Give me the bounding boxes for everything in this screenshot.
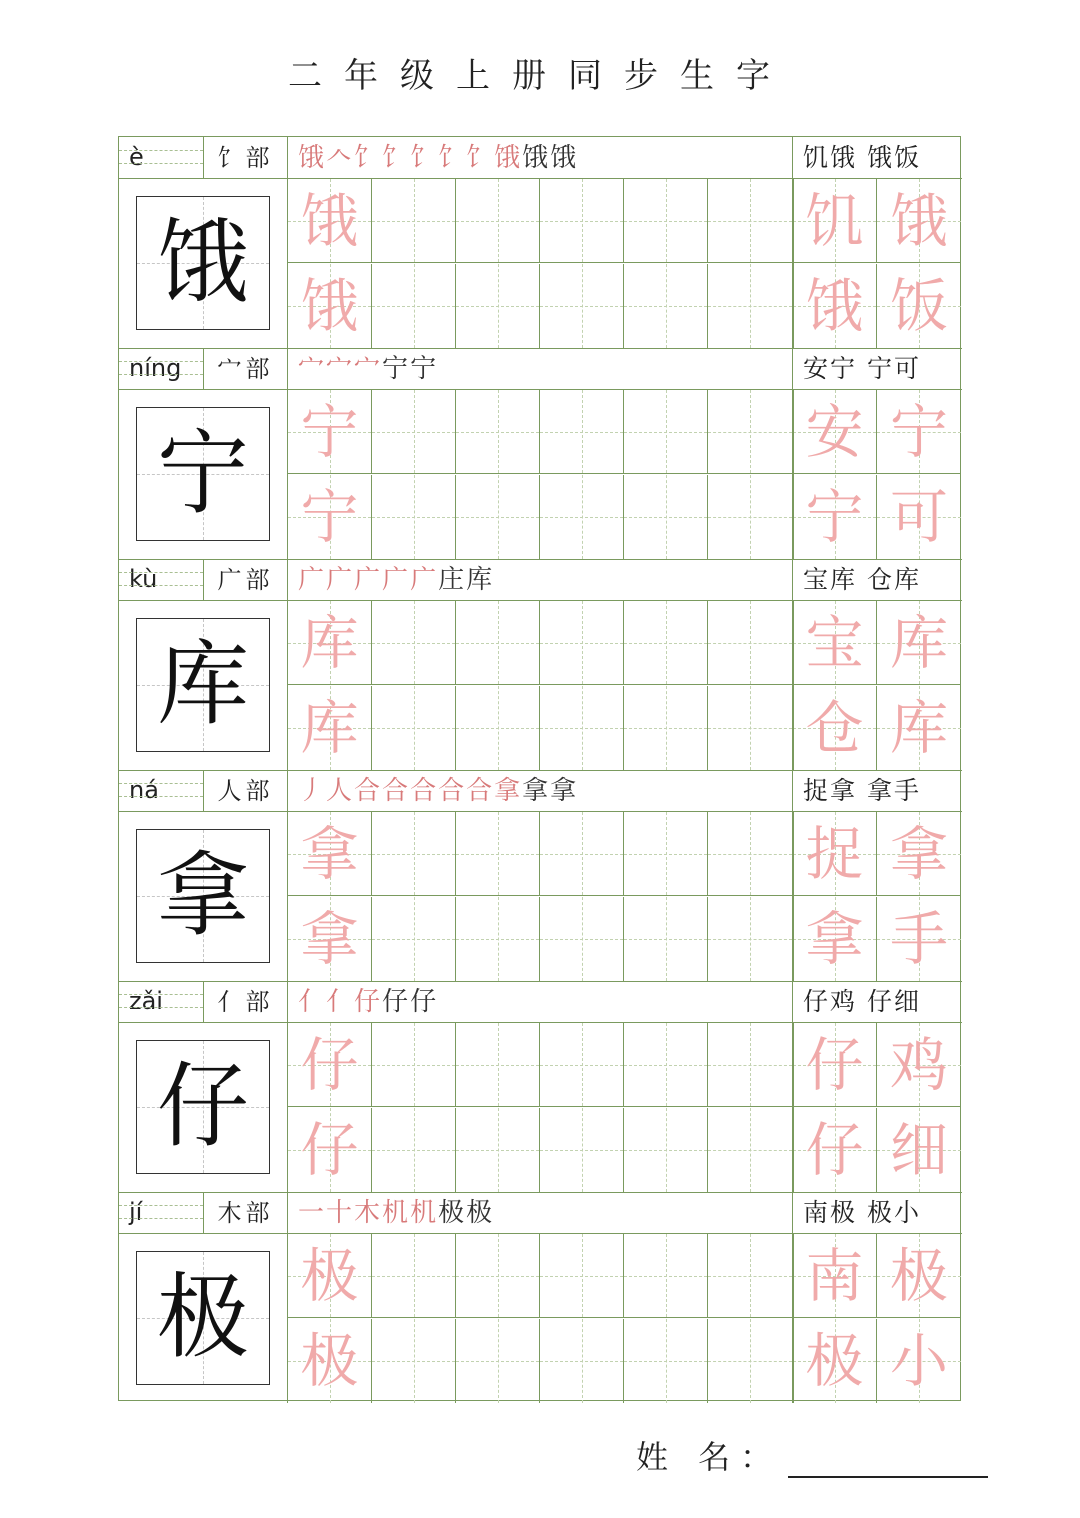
model-character: 极 xyxy=(156,1264,249,1371)
trace-character: 极 xyxy=(805,1326,864,1395)
stroke-step: 丿 xyxy=(298,776,327,806)
trace-character: 仔 xyxy=(805,1031,864,1099)
practice-cell[interactable] xyxy=(288,686,372,770)
practice-cell[interactable] xyxy=(708,1108,793,1192)
stroke-step: 十 xyxy=(326,1198,355,1228)
trace-character: 饿 xyxy=(300,271,359,340)
stroke-step: 广 xyxy=(354,565,383,595)
practice-cell[interactable] xyxy=(540,897,624,981)
word-cell[interactable] xyxy=(877,601,961,685)
character-header xyxy=(119,559,962,601)
example-words: 饥饿 饿饭 xyxy=(803,143,921,172)
practice-cell[interactable] xyxy=(288,1023,372,1107)
model-character: 库 xyxy=(156,631,249,738)
model-character-box xyxy=(119,1023,288,1192)
word-cell[interactable] xyxy=(793,264,877,348)
stroke-step: 宀 xyxy=(298,354,327,384)
word-cell[interactable] xyxy=(793,601,877,685)
trace-character: 极 xyxy=(300,1326,359,1395)
model-character-box xyxy=(119,601,288,770)
practice-cell[interactable] xyxy=(540,1108,624,1192)
practice-cell[interactable] xyxy=(624,1023,708,1107)
word-cell[interactable] xyxy=(793,812,877,896)
stroke-order xyxy=(288,559,793,600)
model-character: 仔 xyxy=(156,1053,249,1160)
stroke-step: 合 xyxy=(382,776,411,806)
practice-cell[interactable] xyxy=(624,1234,708,1318)
practice-cell[interactable] xyxy=(540,1319,624,1403)
practice-cell[interactable] xyxy=(456,686,540,770)
word-cell[interactable] xyxy=(793,897,877,981)
stroke-step: 库 xyxy=(466,565,495,595)
stroke-step: 饿 xyxy=(298,143,327,173)
name-field xyxy=(636,1432,988,1478)
practice-cell[interactable] xyxy=(708,264,793,348)
stroke-order xyxy=(288,137,793,178)
page-title: 二年级上册同步生字 xyxy=(288,56,792,96)
model-character-frame xyxy=(136,1040,270,1174)
pinyin-label: jí xyxy=(119,1192,204,1233)
stroke-step: 饿 xyxy=(550,143,579,173)
stroke-step: 饣 xyxy=(438,143,467,173)
practice-cell[interactable] xyxy=(708,897,793,981)
practice-cell[interactable] xyxy=(708,390,793,474)
stroke-step: 仔 xyxy=(410,987,439,1017)
trace-character: 手 xyxy=(889,904,948,973)
trace-character: 极 xyxy=(300,1242,359,1310)
trace-character: 小 xyxy=(889,1326,948,1395)
character-block xyxy=(119,137,962,349)
stroke-step: 宁 xyxy=(382,354,411,384)
trace-character: 鸡 xyxy=(889,1031,948,1099)
practice-cell[interactable] xyxy=(624,264,708,348)
practice-cell[interactable] xyxy=(708,812,793,896)
practice-cell[interactable] xyxy=(288,475,372,559)
practice-cell[interactable] xyxy=(372,1023,456,1107)
word-cell[interactable] xyxy=(877,897,961,981)
model-character: 宁 xyxy=(156,420,249,527)
trace-character: 宁 xyxy=(889,398,948,466)
trace-character: 饿 xyxy=(805,271,864,340)
practice-cell[interactable] xyxy=(456,179,540,263)
word-cell[interactable] xyxy=(793,686,877,770)
practice-cell[interactable] xyxy=(372,475,456,559)
trace-character: 宁 xyxy=(805,482,864,551)
word-cell[interactable] xyxy=(877,390,961,474)
stroke-step: 宀 xyxy=(354,354,383,384)
character-header xyxy=(119,770,962,812)
stroke-step: 合 xyxy=(466,776,495,806)
model-character-frame xyxy=(136,618,270,752)
trace-character: 库 xyxy=(300,693,359,762)
word-cell[interactable] xyxy=(793,1234,877,1318)
practice-cell[interactable] xyxy=(708,601,793,685)
stroke-order xyxy=(288,1192,793,1233)
practice-cell[interactable] xyxy=(540,390,624,474)
model-character-frame xyxy=(136,1251,270,1385)
trace-character: 库 xyxy=(889,609,948,677)
stroke-step: 人 xyxy=(326,776,355,806)
word-cell[interactable] xyxy=(793,1108,877,1192)
practice-cell[interactable] xyxy=(372,1108,456,1192)
word-cell[interactable] xyxy=(793,179,877,263)
stroke-step: 饣 xyxy=(410,143,439,173)
practice-cell[interactable] xyxy=(540,1023,624,1107)
practice-cell[interactable] xyxy=(540,179,624,263)
practice-cell[interactable] xyxy=(624,475,708,559)
practice-cell[interactable] xyxy=(708,475,793,559)
practice-cell[interactable] xyxy=(372,686,456,770)
stroke-step: 拿 xyxy=(522,776,551,806)
word-cell[interactable] xyxy=(877,1108,961,1192)
word-cell[interactable] xyxy=(793,390,877,474)
trace-character: 可 xyxy=(889,482,948,551)
practice-cell[interactable] xyxy=(540,1234,624,1318)
radical-label: 亻部 xyxy=(204,981,288,1022)
practice-cell[interactable] xyxy=(456,475,540,559)
practice-cell[interactable] xyxy=(540,601,624,685)
practice-cell[interactable] xyxy=(456,1023,540,1107)
word-cell[interactable] xyxy=(877,686,961,770)
stroke-step: 广 xyxy=(410,565,439,595)
character-header xyxy=(119,348,962,390)
practice-cell[interactable] xyxy=(708,686,793,770)
model-character-frame xyxy=(136,407,270,541)
trace-character: 拿 xyxy=(805,904,864,973)
trace-character: 宝 xyxy=(805,609,864,677)
stroke-step: 合 xyxy=(438,776,467,806)
stroke-step: 拿 xyxy=(494,776,523,806)
practice-cell[interactable] xyxy=(288,897,372,981)
model-character-frame xyxy=(136,196,270,330)
trace-character: 饿 xyxy=(889,187,948,255)
practice-cell[interactable] xyxy=(708,1319,793,1403)
character-block xyxy=(119,981,962,1193)
stroke-step: 宀 xyxy=(326,354,355,384)
practice-cell[interactable] xyxy=(288,1319,372,1403)
word-cell[interactable] xyxy=(793,1319,877,1403)
practice-cell[interactable] xyxy=(624,812,708,896)
trace-character: 宁 xyxy=(300,482,359,551)
word-cell[interactable] xyxy=(877,179,961,263)
practice-cell[interactable] xyxy=(624,601,708,685)
stroke-step: 机 xyxy=(410,1198,439,1228)
practice-cell[interactable] xyxy=(456,390,540,474)
character-header xyxy=(119,1192,962,1234)
practice-cell[interactable] xyxy=(372,601,456,685)
pinyin-label: è xyxy=(119,137,204,178)
practice-cell[interactable] xyxy=(456,1108,540,1192)
radical-label: 饣部 xyxy=(204,137,288,178)
practice-cell[interactable] xyxy=(540,475,624,559)
model-character-box xyxy=(119,812,288,981)
model-character-box xyxy=(119,1234,288,1403)
trace-character: 极 xyxy=(889,1242,948,1310)
practice-cell[interactable] xyxy=(624,686,708,770)
practice-cell[interactable] xyxy=(372,1319,456,1403)
stroke-step: 仔 xyxy=(382,987,411,1017)
radical-label: 广部 xyxy=(204,559,288,600)
stroke-step: 合 xyxy=(410,776,439,806)
example-words: 南极 极小 xyxy=(803,1198,921,1227)
name-blank-line[interactable] xyxy=(788,1446,988,1478)
stroke-step: 亻 xyxy=(298,987,327,1017)
stroke-step: 广 xyxy=(298,565,327,595)
practice-cell[interactable] xyxy=(624,179,708,263)
model-character: 饿 xyxy=(156,209,249,316)
word-cell[interactable] xyxy=(793,475,877,559)
stroke-step: 机 xyxy=(382,1198,411,1228)
stroke-step: 𠆢 xyxy=(326,143,355,173)
trace-character: 捉 xyxy=(805,820,864,888)
practice-cell[interactable] xyxy=(372,264,456,348)
character-header xyxy=(119,137,962,179)
practice-cell[interactable] xyxy=(624,1319,708,1403)
model-character-box xyxy=(119,390,288,559)
trace-character: 拿 xyxy=(300,904,359,973)
practice-cell[interactable] xyxy=(456,601,540,685)
practice-cell[interactable] xyxy=(456,1234,540,1318)
stroke-step: 拿 xyxy=(550,776,579,806)
character-header xyxy=(119,981,962,1023)
practice-cell[interactable] xyxy=(708,1023,793,1107)
stroke-step: 极 xyxy=(466,1198,495,1228)
word-cell[interactable] xyxy=(793,1023,877,1107)
practice-cell[interactable] xyxy=(372,179,456,263)
practice-cell[interactable] xyxy=(372,897,456,981)
stroke-step: 饿 xyxy=(494,143,523,173)
practice-cell[interactable] xyxy=(708,179,793,263)
radical-label: 木部 xyxy=(204,1192,288,1233)
word-cell[interactable] xyxy=(877,1319,961,1403)
trace-character: 饥 xyxy=(805,187,864,255)
practice-cell[interactable] xyxy=(540,264,624,348)
practice-cell[interactable] xyxy=(456,812,540,896)
practice-cell[interactable] xyxy=(624,897,708,981)
trace-character: 仔 xyxy=(805,1115,864,1184)
stroke-step: 一 xyxy=(298,1198,327,1228)
character-block xyxy=(119,348,962,560)
stroke-step: 饿 xyxy=(522,143,551,173)
example-words: 宝库 仓库 xyxy=(803,565,921,594)
trace-character: 宁 xyxy=(300,398,359,466)
practice-cell[interactable] xyxy=(372,1234,456,1318)
radical-label: 宀部 xyxy=(204,348,288,389)
practice-cell[interactable] xyxy=(624,1108,708,1192)
practice-cell[interactable] xyxy=(288,812,372,896)
trace-character: 仔 xyxy=(300,1031,359,1099)
word-cell[interactable] xyxy=(877,812,961,896)
trace-character: 细 xyxy=(889,1115,948,1184)
stroke-step: 仔 xyxy=(354,987,383,1017)
trace-character: 拿 xyxy=(300,820,359,888)
trace-character: 仓 xyxy=(805,693,864,762)
name-label: 姓 名： xyxy=(636,1438,783,1476)
example-words: 仔鸡 仔细 xyxy=(803,987,921,1016)
pinyin-label: kù xyxy=(119,559,204,600)
stroke-step: 饣 xyxy=(354,143,383,173)
character-block xyxy=(119,559,962,771)
stroke-order xyxy=(288,348,793,389)
pinyin-label: ná xyxy=(119,770,204,811)
stroke-step: 合 xyxy=(354,776,383,806)
model-character: 拿 xyxy=(156,842,249,949)
practice-cell[interactable] xyxy=(456,897,540,981)
practice-cell[interactable] xyxy=(624,390,708,474)
practice-cell[interactable] xyxy=(540,812,624,896)
stroke-step: 亻 xyxy=(326,987,355,1017)
practice-grid xyxy=(118,136,961,1401)
practice-cell[interactable] xyxy=(288,1234,372,1318)
trace-character: 库 xyxy=(889,693,948,762)
practice-cell[interactable] xyxy=(540,686,624,770)
practice-cell[interactable] xyxy=(288,601,372,685)
character-block xyxy=(119,770,962,982)
practice-cell[interactable] xyxy=(456,1319,540,1403)
word-cell[interactable] xyxy=(877,475,961,559)
trace-character: 安 xyxy=(805,398,864,466)
character-block xyxy=(119,1192,962,1403)
practice-cell[interactable] xyxy=(708,1234,793,1318)
trace-character: 饿 xyxy=(300,187,359,255)
stroke-step: 庄 xyxy=(438,565,467,595)
trace-character: 饭 xyxy=(889,271,948,340)
pinyin-label: níng xyxy=(119,348,204,389)
radical-label: 人部 xyxy=(204,770,288,811)
stroke-step: 广 xyxy=(382,565,411,595)
example-words: 捉拿 拿手 xyxy=(803,776,921,805)
stroke-step: 饣 xyxy=(466,143,495,173)
trace-character: 仔 xyxy=(300,1115,359,1184)
word-cell[interactable] xyxy=(877,1023,961,1107)
stroke-step: 宁 xyxy=(410,354,439,384)
practice-cell[interactable] xyxy=(288,1108,372,1192)
stroke-order xyxy=(288,770,793,811)
practice-cell[interactable] xyxy=(372,812,456,896)
trace-character: 拿 xyxy=(889,820,948,888)
stroke-order xyxy=(288,981,793,1022)
trace-character: 南 xyxy=(805,1242,864,1310)
practice-cell[interactable] xyxy=(288,390,372,474)
stroke-step: 极 xyxy=(438,1198,467,1228)
stroke-step: 饣 xyxy=(382,143,411,173)
example-words: 安宁 宁可 xyxy=(803,354,921,383)
model-character-box xyxy=(119,179,288,348)
trace-character: 库 xyxy=(300,609,359,677)
word-cell[interactable] xyxy=(877,264,961,348)
stroke-step: 广 xyxy=(326,565,355,595)
practice-cell[interactable] xyxy=(372,390,456,474)
pinyin-label: zǎi xyxy=(119,981,204,1022)
practice-cell[interactable] xyxy=(288,179,372,263)
practice-cell[interactable] xyxy=(456,264,540,348)
stroke-step: 木 xyxy=(354,1198,383,1228)
word-cell[interactable] xyxy=(877,1234,961,1318)
practice-cell[interactable] xyxy=(288,264,372,348)
model-character-frame xyxy=(136,829,270,963)
